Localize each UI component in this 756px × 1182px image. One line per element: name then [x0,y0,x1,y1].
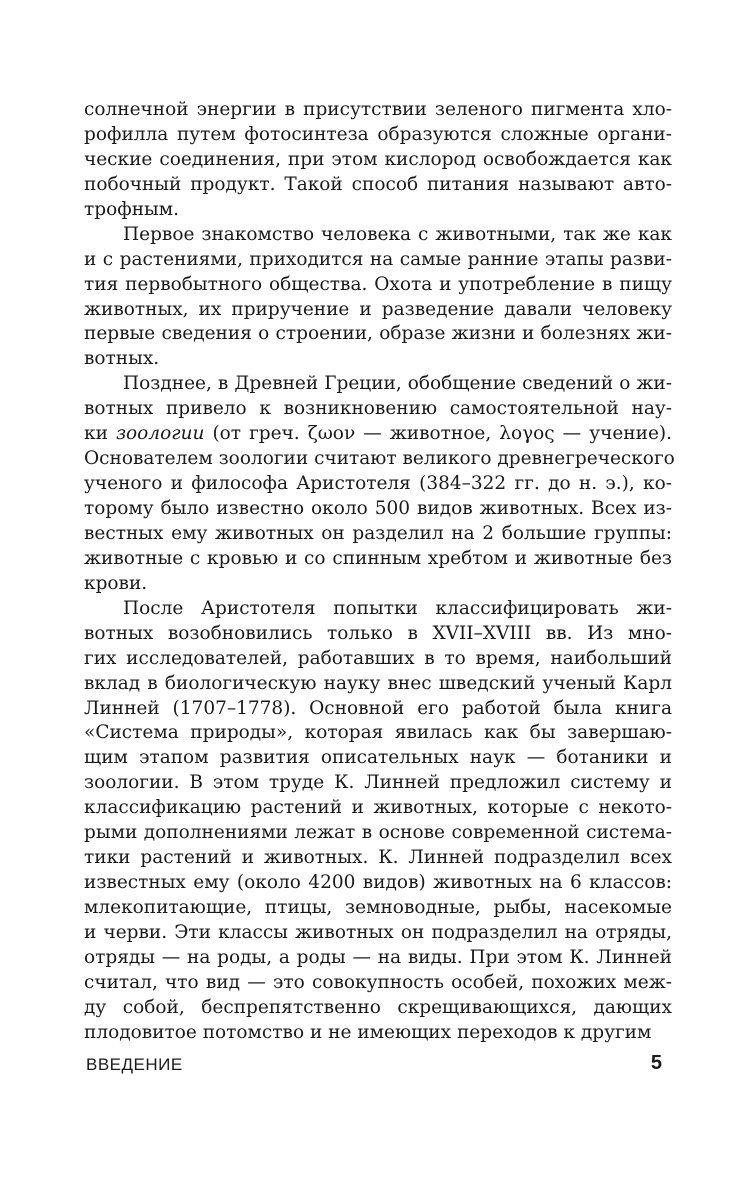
paragraph [84,597,672,1046]
paragraph [84,223,672,373]
text-line: зоологии. В этом труде К. Линней предложил систему и [84,772,672,794]
text-line: известных ему (около 4200 видов) животных на 6 классов: [84,872,672,894]
text-line: Линней (1707–1778). Основной его работой была книга [84,697,672,719]
running-footer-section: ВВЕДЕНИЕ [86,1055,183,1074]
text-line: солнечной энергии в присутствии зеленого пигмента хло- [84,99,672,120]
text-line: вотных возобновились только в XVII–XVIII вв. Из мно- [84,622,672,644]
text-line: животные с кровью и со спинным хребтом и животные без [84,547,672,569]
text-line: рыми дополнениями лежат в основе современной система- [84,822,672,844]
text-line: животных, их приручение и разведение давали человеку [84,298,672,320]
text-line: Основателем зоологии считают великого древнегреческого [84,448,675,470]
page-number: 5 [650,1052,662,1074]
text-line: побочный продукт. Такой способ питания называют авто- [84,173,672,195]
text-line: и с растениями, приходится на самые ранние этапы разви- [84,248,672,270]
text-line: ческие соединения, при этом кислород освобождается как [84,148,672,170]
text-line: и черви. Эти классы животных он подразделил на отряды, [84,921,672,943]
text-line: вестных ему животных он разделил на 2 большие группы: [84,522,672,544]
text-line: ки зоологии (от греч. ζωον — животное, λογος — учение). [84,423,672,445]
text-line: ученого и философа Аристотеля (384–322 гг. до н. э.), ко- [84,473,672,495]
text-line: Первое знакомство человека с животными, так же как [123,223,672,245]
paragraph [84,98,672,223]
text-line: считал, что вид — это совокупность особей, похожих меж- [84,971,672,993]
text-line: Позднее, в Древней Греции, обобщение сведений о жи- [123,373,672,395]
text-line: плодовитое потомство и не имеющих переходов к другим [84,1021,652,1043]
text-line: тики растений и животных. К. Линней подразделил всех [84,847,672,869]
text-line: торому было известно около 500 видов животных. Всех из- [84,498,672,519]
text-line: классификацию растений и животных, которые с некото- [84,797,672,819]
text-line: вотных. [84,348,160,370]
text-line: крови. [84,572,148,594]
text-line: После Аристотеля попытки классифицировать жи- [123,597,672,619]
text-line: отряды — на роды, а роды — на виды. При этом К. Линней [84,946,672,968]
text-line: вотных привело к возникновению самостоятельной нау- [84,398,672,420]
body-text [84,98,675,1046]
paragraph [84,372,675,596]
text-line: вклад в биологическую науку внес шведский ученый Карл [84,672,672,694]
text-line: гих исследователей, работавших в то время, наибольший [84,647,672,669]
text-line: млекопитающие, птицы, земноводные, рыбы, насекомые [84,897,672,918]
text-line: рофилла путем фотосинтеза образуются сложные органи- [84,123,672,145]
text-line: трофным. [84,198,180,220]
text-line: ду собой, беспрепятственно скрещивающихся, дающих [84,996,672,1018]
text-line: «Система природы», которая явилась как бы завершаю- [84,722,672,744]
text-line: первые сведения о строении, образе жизни и болезнях жи- [84,323,672,345]
text-line: щим этапом развития описательных наук — ботаники и [84,747,672,769]
text-line: тия первобытного общества. Охота и употребление в пищу [84,273,672,295]
